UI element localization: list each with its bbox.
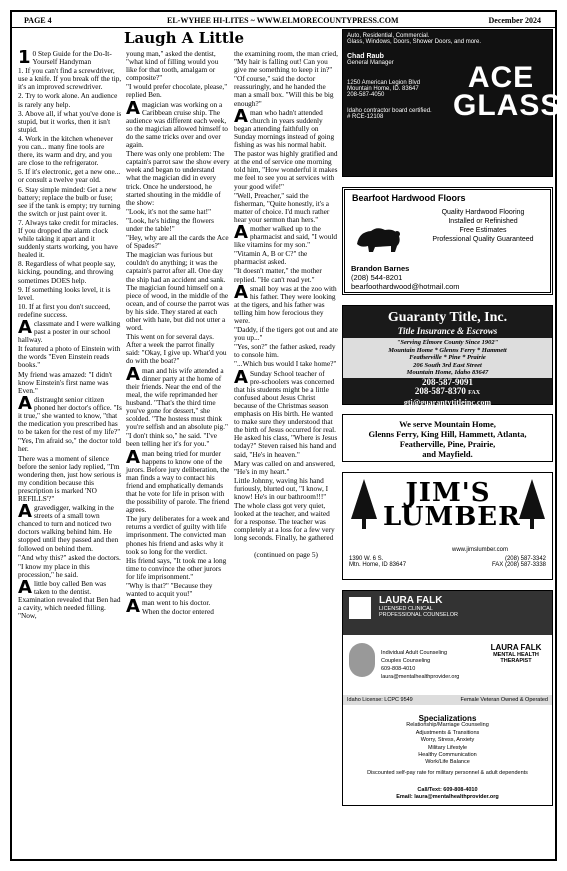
article-paragraph: 10 Step Guide for the Do-It-Yourself Handyman <box>18 47 112 68</box>
guaranty-email: gti@guarantytitleinc.com <box>403 397 492 407</box>
article-columns <box>18 47 338 850</box>
ace-glass-logo: ACE GLASS <box>453 61 562 122</box>
guaranty-title-ad <box>342 305 553 416</box>
service-area-box: We serve Mountain Home, Glenns Ferry, King Hill, Hammett, Atlanta, Featherville, Pine, Prairie, and Mayfield. <box>342 414 553 462</box>
specialization-item: Healthy Communication <box>418 752 477 759</box>
article-paragraph: There was only one problem: The captain's parrot saw the show every week and began to understand what the magician did in every trick. Once he understood, he started shouting in the middle of the show: <box>126 149 230 207</box>
ace-tagline-2: Glass, Windows, Doors, Shower Doors, and more. <box>347 39 482 45</box>
article-paragraph: "Hey, why are all the cards the Ace of Spades?" <box>126 233 229 251</box>
laura-falk-ad <box>342 590 553 806</box>
article-paragraph: "Well, Preacher," said the fisherman, "Quite honestly, it's a matter of choice. I'd much rather hear your sermon than hers." <box>234 190 330 224</box>
article-paragraph: ASunday School teacher of pre-schoolers was concerned that his students might be a little confused about Jesus Christ because of the Christmas season emphasis on His birth. He wanted to make sure they understood that the birth of Jesus occurred for real. He asked his class, "Where is Jesus today?" Steven raised his hand and said, "He's in heaven." <box>234 366 338 459</box>
ace-address-1: 1250 American Legion Blvd <box>347 80 421 86</box>
article-paragraph: The magician was furious but couldn't do anything; it was the captain's parrot after all. One day the ship had an accident and sank. The magician found himself on a piece of wood, in the middle of the ocean, and of course the parrot was by his side. They stared at each other with hate, but did not utter a word. <box>126 250 230 333</box>
laura-services: Individual Adult Counseling Couples Counseling 609-808-4010 laura@mentalhealthprovider.org <box>381 650 460 680</box>
article-paragraph: "Look, he's hiding the flowers under the table!" <box>126 215 214 233</box>
ace-license-number: # RCE-12108 <box>347 114 384 120</box>
guaranty-phone: 208-587-9091 <box>422 376 473 387</box>
article-paragraph: 1. If you can't find a screwdriver, use a knife. If you break off the tip, it's an improved screwdriver. <box>18 66 122 92</box>
laura-header: LAURA FALK LICENSED CLINICAL PROFESSIONAL COUNSELOR <box>343 591 552 635</box>
ace-glass-ad <box>342 29 562 177</box>
article-paragraph: Asmall boy was at the zoo with his father. They were looking at the tigers, and his father was telling him how ferocious they were. <box>234 281 337 325</box>
article-paragraph: 2. Try to work alone. An audience is rarely any help. <box>18 91 118 109</box>
specialization-item: Adjustments & Transitions <box>415 729 480 736</box>
article-column-2 <box>126 50 230 850</box>
section-title: Laugh A Little <box>124 29 244 47</box>
article-paragraph: Amagician was working on a Caribbean cruise ship. The audience was different each week, so the magician allowed himself to do the same tricks over and over again. <box>126 97 228 150</box>
article-paragraph: "I don't think so," he said. "I've been telling her it's for you." <box>126 431 218 449</box>
article-paragraph: The jury deliberates for a week and returns a verdict of guilty with life imprisonment. The convicted man phones his friend and asks why it took so long for the verdict. <box>126 514 230 556</box>
article-paragraph: 8. Regardless of what people say, kicking, pounding, and throwing sometimes DOES help. <box>18 259 116 285</box>
article-paragraph: "I know my place in this procession," he said. <box>18 561 90 579</box>
ace-tagline: Auto, Residential, Commercial. <box>347 33 430 39</box>
bearfoot-floors-ad <box>342 187 553 295</box>
specialization-item: Military Lifestyle <box>427 744 468 751</box>
article-paragraph: There was a moment of silence before the senior lady replied, "I'm wondering then, just how serious is my condition because this prescription is marked 'NO REFILLS'?" <box>18 453 122 503</box>
article-paragraph: The whole class got very quiet, looked at the teacher, and waited for a response. The teacher was completely at a loss for a few very long seconds. Finally, he gathered <box>234 501 335 543</box>
guaranty-website: www.guarantytitleinc.com <box>402 406 493 416</box>
continued-note: (continued on page 5) <box>254 549 318 559</box>
article-paragraph: young man," asked the dentist, "what kind of filling would you like for that tooth, amalgam or composite?" <box>126 49 219 83</box>
laura-license-bar: Idaho License: LCPC 9549 Female Veteran Owned & Operated <box>343 695 552 705</box>
discount-note: Discounted self-pay rate for military personnel & adult dependents <box>367 769 528 776</box>
article-paragraph: 9. If something looks level, it is level. <box>18 284 111 302</box>
article-paragraph: This went on for several days. After a week the parrot finally said: "Okay, I give up. What'd you do with the boat?" <box>126 332 227 366</box>
article-paragraph: 3. Above all, if what you've done is stupid, but it works, then it isn't stupid. <box>18 108 122 134</box>
qr-code-icon <box>349 597 371 619</box>
guaranty-subtitle: Title Insurance & Escrows <box>397 326 498 336</box>
article-paragraph: "Yes, I'm afraid so," the doctor told her. <box>18 436 121 454</box>
article-paragraph: Aman and his wife attended a dinner party at the home of their friends. Near the end of the meal, the wife reprimanded her husband. "That's the third time you've gone for dessert," she scolded. "The hostess must think you're selfish and an absolute pig." <box>126 363 228 432</box>
article-column-1 <box>18 47 122 850</box>
article-column-3 <box>234 50 338 850</box>
pine-tree-icon <box>519 479 545 531</box>
laura-logo: LAURA FALK MENTAL HEALTH THERAPIST <box>490 643 542 664</box>
specialization-item: Relationship/Marriage Counseling <box>406 722 489 729</box>
ace-address-2: Mountain Home, ID. 83647 <box>347 86 419 92</box>
guaranty-fax: 208-587-8370 FAX <box>414 385 481 396</box>
laura-specializations: Specializations Relationship/Marriage Counseling Adjustments & Transitions Worry, Stress, Anxiety Military Lifestyle Healthy Communication Work/Life Balance Discounted self-pay rate for military personnel & adult dependents <box>343 715 552 777</box>
article-paragraph: Little Johnny, waving his hand furiously, blurted out, "I know, I know! He's in our bathroom!!!" <box>234 475 329 501</box>
article-paragraph: Aman who hadn't attended church in years suddenly began attending faithfully on Sunday mornings instead of going fishing as was his normal habit. <box>234 105 335 150</box>
article-paragraph: 5. If it's electronic, get a new one... or consult a twelve year old. <box>18 167 121 185</box>
newspaper-page <box>10 10 562 861</box>
article-paragraph: "...Which bus would I take home?" <box>234 359 337 369</box>
article-paragraph: It featured a photo of Einstein with the words "Even Einstein reads books." <box>18 344 121 370</box>
article-paragraph: 10. If at first you don't succeed, redefine success. <box>18 301 111 319</box>
issue-date: December 2024 <box>488 16 541 25</box>
publication-name: EL-WYHEE HI-LITES ~ WWW.ELMORECOUNTYPRESS.COM <box>167 16 399 25</box>
article-paragraph: Adistraught senior citizen phoned her doctor's office. "Is it true," she wanted to know, "that the medication you prescribed has to be taken for the rest of my life?" <box>18 392 122 437</box>
page-number: PAGE 4 <box>24 16 52 25</box>
ace-manager-role: General Manager <box>347 60 394 66</box>
bearfoot-title: Bearfoot Hardwood Floors <box>352 193 466 203</box>
guaranty-title: Guaranty Title, Inc. <box>387 310 508 325</box>
jims-contact: www.jimslumber.com 1390 W. 6 S. (208) 587-3342 Mtn. Home, ID 83647 FAX (208) 587-3338 <box>349 547 546 568</box>
bearfoot-contact: Brandon Barnes (208) 544-8201 bearfoothardwood@hotmail.com <box>351 264 460 291</box>
article-paragraph: When the doctor entered <box>141 607 214 617</box>
ace-phone: 208-587-4050 <box>347 92 385 98</box>
article-paragraph: 6. Stay simple minded: Get a new battery; replace the bulb or fuse; see if the tank is empty; try turning the switch or just paint over it. <box>18 184 121 218</box>
article-paragraph: "Look, it's not the same hat!" <box>126 206 212 216</box>
article-paragraph: "Yes, son?" the father asked, ready to console him. <box>234 342 336 360</box>
article-paragraph: 4. Work in the kitchen whenever you can... many fine tools are there, its warm and dry, and you are close to the refrigerator. <box>18 133 113 168</box>
article-paragraph: "Why is that?" "Because they wanted to acquit you!" <box>126 581 213 599</box>
article-paragraph: "And why this?" asked the doctors. <box>18 552 121 562</box>
article-paragraph: 7. Always take credit for miracles. If you dropped the alarm clock while taking it apart and it suddenly starts working, you have healed it. <box>18 217 119 260</box>
article-paragraph: Aman went to his doctor. <box>126 596 211 618</box>
article-paragraph: My friend was amazed: "I didn't know Einstein's first name was Even." <box>18 369 113 395</box>
article-paragraph: the examining room, the man cried, "My hair is falling out! Can you give me something to keep it in?" <box>234 49 338 75</box>
avatar <box>349 643 375 677</box>
article-paragraph: "It doesn't matter," the mother replied. "He can't read yet." <box>234 266 322 284</box>
guaranty-details: "Serving Elmore County Since 1902" Mountain Home * Glenns Ferry * Hammett Featherville * Pine * Prairie 206 South 3rd East Street Mountain Home, Idaho 83647 <box>343 338 552 378</box>
article-paragraph: Amother walked up to the pharmacist and said, "I would like vitamins for my son." <box>234 221 338 250</box>
article-paragraph: The pastor was highly gratified and at the end of service one morning told him, "How wonderful it makes me feel to see you at services with your good wife!" <box>234 149 338 191</box>
article-paragraph: His friend says, "It took me a long time to convince the other jurors for life imprisonment." <box>126 555 227 581</box>
pine-tree-icon <box>351 479 377 531</box>
bear-icon <box>353 218 403 254</box>
laura-contact-footer: Call/Text: 609-808-4010 Email: laura@mentalhealthprovider.org <box>396 787 499 800</box>
article-paragraph: "Vitamin A, B or C?" the pharmacist asked. <box>234 249 308 267</box>
article-paragraph: Aman being tried for murder happens to know one of the jurors. Before jury deliberation, the man finds a way to contact his friend and emphatically demands that he vote for life in prison with the possibility of parole. The friend agrees. <box>126 446 230 515</box>
article-paragraph: "Of course," said the doctor reassuringly, and he handed the man a small box. "Will this be big enough?" <box>234 74 334 108</box>
jims-lumber-ad <box>342 472 553 580</box>
bearfoot-services: Quality Hardwood Flooring Installed or Refinished Free Estimates Professional Quality Guaranteed <box>432 209 534 243</box>
ace-license: Idaho contractor board certified. <box>347 108 432 114</box>
specialization-item: Work/Life Balance <box>425 759 470 766</box>
article-paragraph: Aclassmate and I were walking past a poster in our school hallway. <box>18 317 121 345</box>
page-header <box>12 12 555 28</box>
specialization-item: Worry, Stress, Anxiety <box>420 737 475 744</box>
article-paragraph: "Daddy, if the tigers got out and ate you up..." <box>234 325 338 343</box>
ace-manager-name: Chad Raub <box>347 53 384 60</box>
jims-lumber-logo: JIM'S LUMBER <box>383 478 521 532</box>
article-paragraph: Alittle boy called Ben was taken to the dentist. Examination revealed that Ben had a cavity, which needed filling. "Now, <box>18 576 121 621</box>
article-paragraph: Agravedigger, walking in the streets of a small town chanced to turn and noticed two doctors walking behind him. He stopped until they passed and then followed on behind them. <box>18 501 119 553</box>
article-paragraph: "I would prefer chocolate, please," replied Ben. <box>126 82 228 100</box>
article-paragraph: Mary was called on and answered, "He's in my heart." <box>234 458 335 476</box>
